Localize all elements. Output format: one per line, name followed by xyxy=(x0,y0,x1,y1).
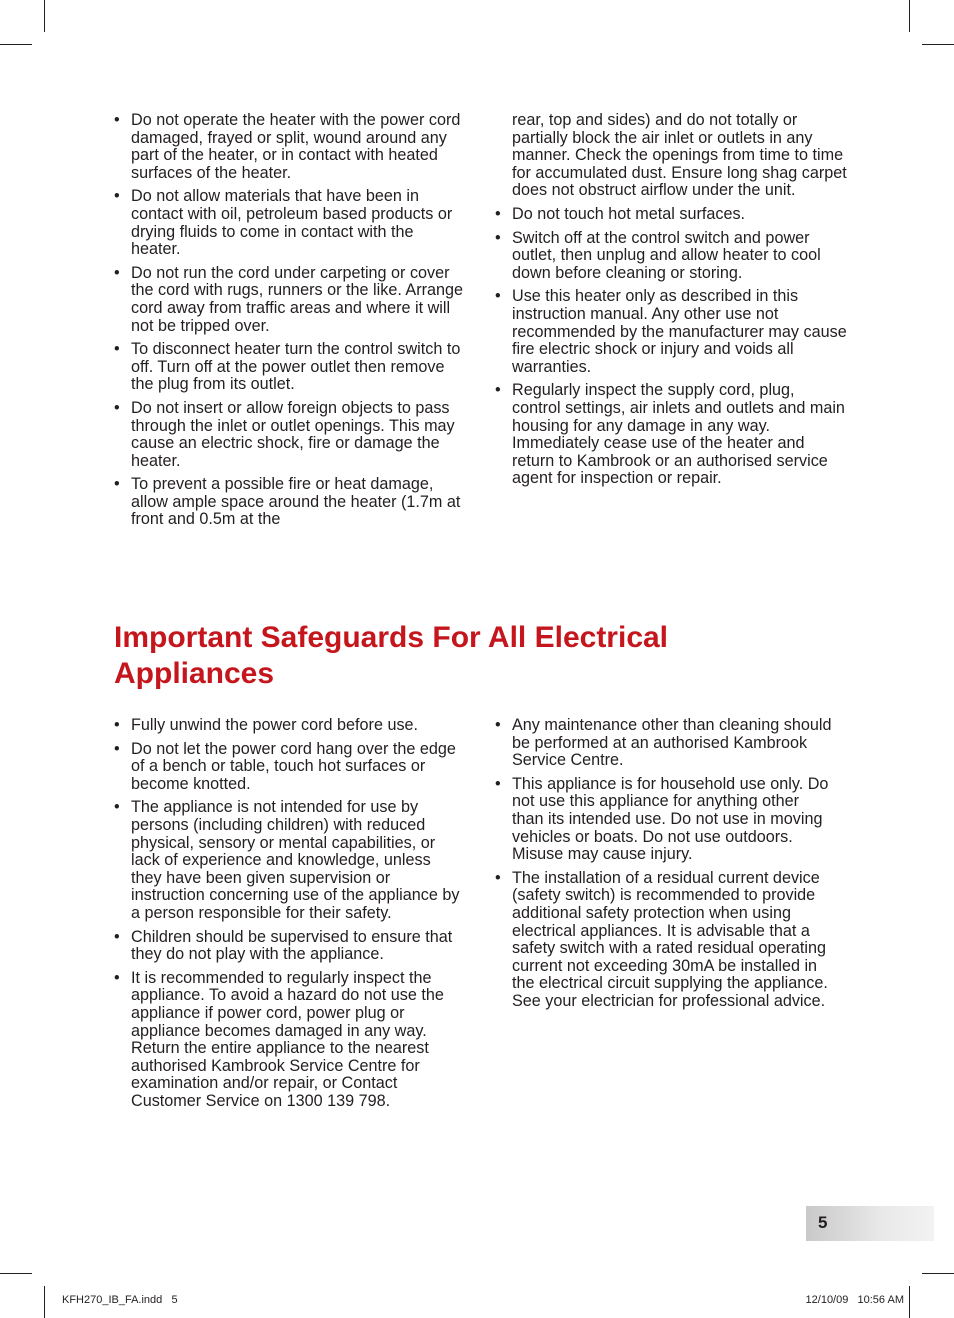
top-left-column xyxy=(114,112,464,535)
list-item: • Children should be supervised to ensure that they do not play with the appliance. xyxy=(114,929,464,964)
crop-mark xyxy=(922,44,954,45)
list-item: • Any maintenance other than cleaning should be performed at an authorised Kambrook Service Centre. xyxy=(495,717,835,770)
crop-mark xyxy=(44,0,45,32)
list-item: • It is recommended to regularly inspect the appliance. To avoid a hazard do not use the appliance if power cord, power plug or appliance becomes damaged in any way. Return the entire appliance to the nearest authorised Kambrook Service Centre for examination and/or repair, or Contact Customer Service on 1300 139 798. xyxy=(114,970,464,1111)
list-item: • To disconnect heater turn the control switch to off. Turn off at the power outlet then remove the plug from its outlet. xyxy=(114,341,464,394)
list-item: • Regularly inspect the supply cord, plug, control settings, air inlets and outlets and main housing for any damage in any way. Immediately cease use of the heater and return to Kambrook or an authorised service agent for inspection or repair. xyxy=(495,382,847,488)
list-item: • Do not insert or allow foreign objects to pass through the inlet or outlet openings. This may cause an electric shock, fire or damage the heater. xyxy=(114,400,464,470)
list-item: • Do not let the power cord hang over the edge of a bench or table, touch hot surfaces or become knotted. xyxy=(114,741,464,794)
crop-mark xyxy=(44,1286,45,1318)
list-item: • Fully unwind the power cord before use. xyxy=(114,717,464,735)
list-item: • Use this heater only as described in this instruction manual. Any other use not recommended by the manufacturer may cause fire electric shock or injury and voids all warranties. xyxy=(495,288,847,376)
crop-mark xyxy=(909,1286,910,1318)
top-right-column xyxy=(495,112,847,494)
bottom-left-column xyxy=(114,717,464,1116)
list-item: • The installation of a residual current device (safety switch) is recommended to provide additional safety protection when using electrical appliances. It is advisable that a safety switch with a rated residual operating current not exceeding 30mA be installed in the electrical circuit supplying the appliance. See your electrician for professional advice. xyxy=(495,870,835,1011)
bottom-right-column xyxy=(495,717,835,1017)
list-item: • Switch off at the control switch and power outlet, then unplug and allow heater to cool down before cleaning or storing. xyxy=(495,230,847,283)
list-item: • Do not operate the heater with the power cord damaged, frayed or split, wound around any part of the heater, or in contact with heated surfaces of the heater. xyxy=(114,112,464,182)
crop-mark xyxy=(922,1273,954,1274)
list-item: • The appliance is not intended for use by persons (including children) with reduced physical, sensory or mental capabilities, or lack of experience and knowledge, unless they have been given supervision or instruction concerning use of the appliance by a person responsible for their safety. xyxy=(114,799,464,922)
list-item: • Do not allow materials that have been in contact with oil, petroleum based products or drying fluids to come in contact with the heater. xyxy=(114,188,464,258)
crop-mark xyxy=(909,0,910,32)
list-item: • Do not run the cord under carpeting or cover the cord with rugs, runners or the like. Arrange cord away from traffic areas and where it will not be tripped over. xyxy=(114,265,464,335)
list-item: • To prevent a possible fire or heat damage, allow ample space around the heater (1.7m at front and 0.5m at the xyxy=(114,476,464,529)
list-item: • Do not touch hot metal surfaces. xyxy=(495,206,847,224)
crop-mark xyxy=(0,1273,32,1274)
list-item-continuation: rear, top and sides) and do not totally or partially block the air inlet or outlets in any manner. Check the openings from time to time for accumulated dust. Ensure long shag carpet does not obstruct airflow under the unit. xyxy=(512,111,847,200)
crop-mark xyxy=(0,44,32,45)
slug-filename: KFH270_IB_FA.indd 5 xyxy=(62,1294,178,1306)
page-number-tab xyxy=(806,1206,934,1241)
list-item: • This appliance is for household use only. Do not use this appliance for anything other than its intended use. Do not use in moving vehicles or boats. Do not use outdoors. Misuse may cause injury. xyxy=(495,776,835,864)
slug-timestamp: 12/10/09 10:56 AM xyxy=(805,1294,904,1306)
section-heading: Important Safeguards For All Electrical Appliances xyxy=(114,621,669,690)
page-number: 5 xyxy=(818,1213,828,1232)
